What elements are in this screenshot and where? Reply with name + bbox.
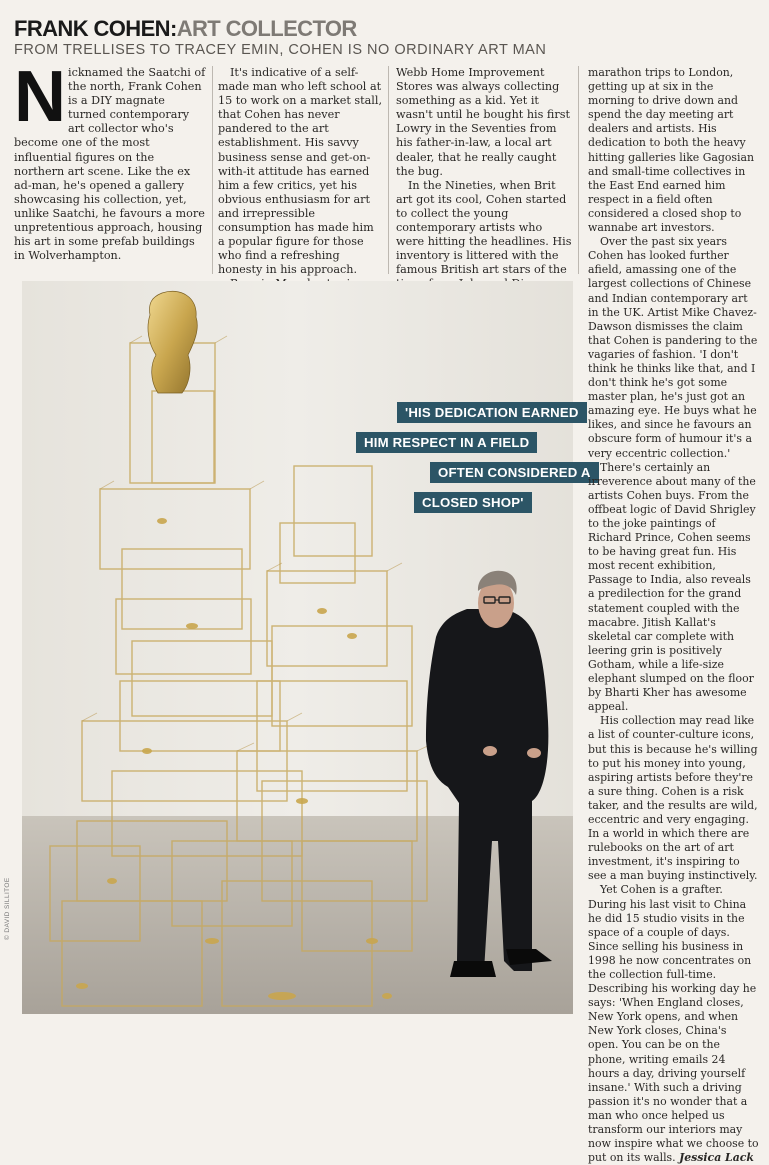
- byline: Jessica Lack: [679, 1151, 754, 1165]
- paragraph: marathon trips to London, getting up at six in the morning to drive down and spend the day meeting art dealers and artists. His dedication to both the heavy hitting galleries like Gagosian and small-time collectives in the East End earned him respect in a field often considered a closed shop to wannabe art investors.: [588, 66, 755, 235]
- paragraph: Over the past six years Cohen has looked further afield, amassing one of the largest collections of Chinese and Indian contemporary art in the UK. Artist Mike Chavez-Dawson dismisses the claim that Cohen is pandering to the vagaries of fashion. 'I don't think he thinks like that, and I don't think he's got some master plan, he's just got an amazing eye. He buys what he likes, and since he favours an obscure form of humour it's a very eccentric collection.': [588, 235, 758, 460]
- drop-cap: N: [14, 57, 66, 137]
- pull-quote-line: OFTEN CONSIDERED A: [430, 462, 599, 483]
- paragraph: It's indicative of a self-made man who left school at 15 to work on a market stall, that Cohen has never pandered to the art establishment. His savvy business sense and get-on-with-it attitude has earned him a few critics, yet his obvious enthusiasm for art and irrepressible consumption has made him a popular figure for those who find a refreshing honesty in his approach.: [218, 66, 382, 277]
- photo-collector-with-sculpture: [22, 281, 573, 1014]
- subheadline: FROM TRELLISES TO TRACEY EMIN, COHEN IS NO ORDINARY ART MAN: [14, 42, 547, 58]
- headline-name: FRANK COHEN:: [14, 16, 177, 41]
- headline: [14, 18, 357, 40]
- pull-quote-line: HIM RESPECT IN A FIELD: [356, 432, 537, 453]
- paragraph: There's certainly an irreverence about many of the artists Cohen buys. From the offbeat logic of David Shrigley to the joke paintings of Richard Prince, Cohen seems to be having great fun. His most recent exhibition, Passage to India, also reveals a predilection for the grand statement coupled with the macabre. Jitish Kallat's skeletal car complete with leering grin is positively Gotham, while a life-size elephant slumped on the floor by Bharti Kher has awesome appeal.: [588, 460, 756, 714]
- article-column-1: [14, 57, 206, 263]
- article-column-4: [588, 66, 760, 1165]
- pull-quote-line: CLOSED SHOP': [414, 492, 532, 513]
- paragraph: Nicknamed the Saatchi of the north, Frank Cohen is a DIY magnate turned contemporary art collector who's become one of the most influential figures on the northern art scene. Like the ex ad-man, he's opened a gallery showcasing his collection, yet, unlike Saatchi, he favours a more unpretentious approach, housing his art in some prefab buildings in Wolverhampton.: [14, 57, 206, 263]
- headline-role: ART COLLECTOR: [176, 16, 357, 41]
- column-divider: [388, 66, 389, 274]
- paragraph: Yet Cohen is a grafter. During his last visit to China he did 15 studio visits in the space of a couple of days. Since selling his business in 1998 he now concentrates on the collection full-time. Describing his working day he says: 'When England closes, New York opens, and when New York closes, China's open. You can be on the phone, writing emails 24 hours a day, driving yourself insane.' With such a driving passion it's no wonder that a man who once helped us transform our interiors may now inspire what we choose to put on its walls. Jessica Lack: [588, 883, 759, 1165]
- column-divider: [212, 66, 213, 274]
- paragraph: Webb Home Improvement Stores was always collecting something as a kid. Yet it wasn't until he bought his first Lowry in the Seventies from his father-in-law, a local art dealer, that he really caught the bug.: [396, 66, 570, 178]
- paragraph: His collection may read like a list of counter-culture icons, but this is because he's willing to put his money into young, aspiring artists before they're a sure thing. Cohen is a risk taker, and the results are wild, eccentric and very engaging. In a world in which there are rulebooks on the art of art investment, it's inspiring to see a man buying instinctively.: [588, 714, 758, 883]
- article-photo: [22, 281, 573, 1014]
- column-divider: [578, 66, 579, 274]
- pull-quote-line: 'HIS DEDICATION EARNED: [397, 402, 587, 423]
- photo-credit: © DAVID SILLITOE: [4, 877, 11, 940]
- paragraph: In the Nineties, when Brit art got its cool, Cohen started to collect the young contemporary artists who were hitting the headlines. His inventory is littered with the famous British art stars of the: [396, 178, 572, 277]
